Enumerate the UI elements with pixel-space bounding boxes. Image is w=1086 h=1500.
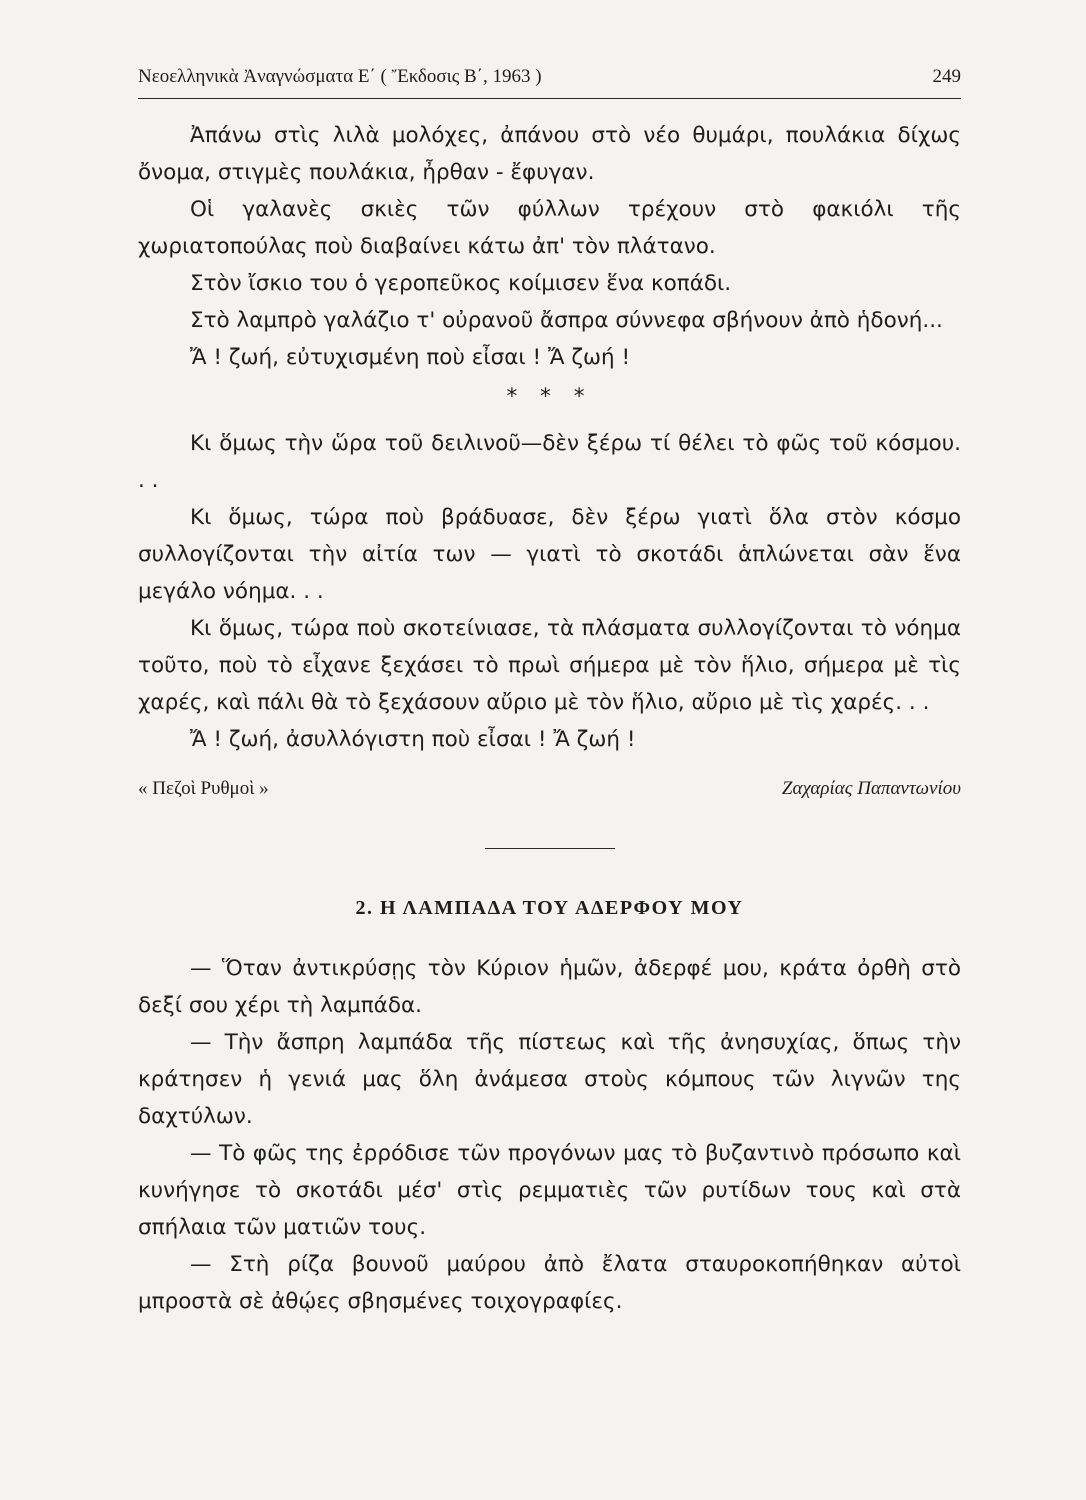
poem-paragraph: Ἀπάνω στὶς λιλὰ μολόχες, ἀπάνου στὸ νέο θυμάρι, πουλάκια δίχως ὄνομα, στιγμὲς πουλάκια, ἦρθαν - ἔφυγαν. [138,123,961,185]
poem-paragraph: Κι ὅμως, τώρα ποὺ βράδυασε, δὲν ξέρω γιατὶ ὅλα στὸν κόσμο συλλογίζονται τὴν αἰτία των — γιατὶ τὸ σκοτάδι ἁπλώνεται σὰν ἕνα μεγάλο νόημα. . . [138,505,961,604]
section-heading: 2. Η ΛΑΜΠΑΔΑ ΤΟΥ ΑΔΕΡΦΟΥ ΜΟΥ [355,897,744,919]
section-body [138,950,961,1320]
section-paragraph: — Στὴ ρίζα βουνοῦ μαύρου ἀπὸ ἔλατα σταυροκοπήθηκαν αὐτοὶ μπροστὰ σὲ ἀθῴες σβησμένες τοιχογραφίες. [138,1252,961,1314]
poem-paragraph: Οἱ γαλανὲς σκιὲς τῶν φύλλων τρέχουν στὸ φακιόλι τῆς χωριατοπούλας ποὺ διαβαίνει κάτω ἀπ' τὸν πλάτανο. [138,197,961,259]
poem-paragraph: Στὸν ἴσκιο του ὁ γεροπεῦκος κοίμισεν ἕνα κοπάδι. [190,271,732,296]
source-title: « Πεζοὶ Ρυθμοὶ » [138,778,269,799]
book-page [138,66,961,1320]
divider-rule [485,848,615,849]
poem-body [138,117,961,758]
section-separator: * * * [506,384,593,409]
running-header [138,66,961,99]
section-paragraph: — Τὸ φῶς της ἐρρόδισε τῶν προγόνων μας τὸ βυζαντινὸ πρόσωπο καὶ κυνήγησε τὸ σκοτάδι μέσ' στὶς ρεμματιὲς τῶν ρυτίδων τους καὶ στὰ σπήλαια τῶν ματιῶν τους. [138,1141,961,1240]
attribution [138,778,961,800]
poem-paragraph: Κι ὅμως τὴν ὥρα τοῦ δειλινοῦ—δὲν ξέρω τί θέλει τὸ φῶς τοῦ κόσμου. . . [138,431,961,493]
poem-paragraph: Κι ὅμως, τώρα ποὺ σκοτείνιασε, τὰ πλάσματα συλλογίζονται τὸ νόημα τοῦτο, ποὺ τὸ εἶχανε ξεχάσει τὸ πρωὶ σήμερα μὲ τὸν ἥλιο, σήμερα μὲ τὶς χαρές, καὶ πάλι θὰ τὸ ξεχάσουν αὔριο μὲ τὸν ἥλιο, αὔριο μὲ τὶς χαρές. . . [138,616,961,715]
poem-paragraph: Στὸ λαμπρὸ γαλάζιο τ' οὐρανοῦ ἄσπρα σύννεφα σβήνουν ἀπὸ ἡδονή... [190,308,943,333]
poem-paragraph: Ἄ ! ζωή, ἀσυλλόγιστη ποὺ εἶσαι ! Ἄ ζωή ! [190,727,636,752]
author-name: Ζαχαρίας Παπαντωνίου [781,778,961,799]
section-paragraph: — Ὅταν ἀντικρύσῃς τὸν Κύριον ἡμῶν, ἀδερφέ μου, κράτα ὀρθὴ στὸ δεξί σου χέρι τὴ λαμπάδα. [138,956,961,1018]
poem-paragraph: Ἄ ! ζωή, εὐτυχισμένη ποὺ εἶσαι ! Ἄ ζωή ! [190,345,631,370]
section-paragraph: — Τὴν ἄσπρη λαμπάδα τῆς πίστεως καὶ τῆς ἀνησυχίας, ὅπως τὴν κράτησεν ἡ γενιά μας ὅλη ἀνάμεσα στοὺς κόμπους τῶν λιγνῶν της δαχτύλων. [138,1030,961,1129]
page-number: 249 [932,66,961,87]
running-title: Νεοελληνικὰ Ἀναγνώσματα Ε΄ ( Ἔκδοσις Β΄, 1963 ) [138,66,542,87]
